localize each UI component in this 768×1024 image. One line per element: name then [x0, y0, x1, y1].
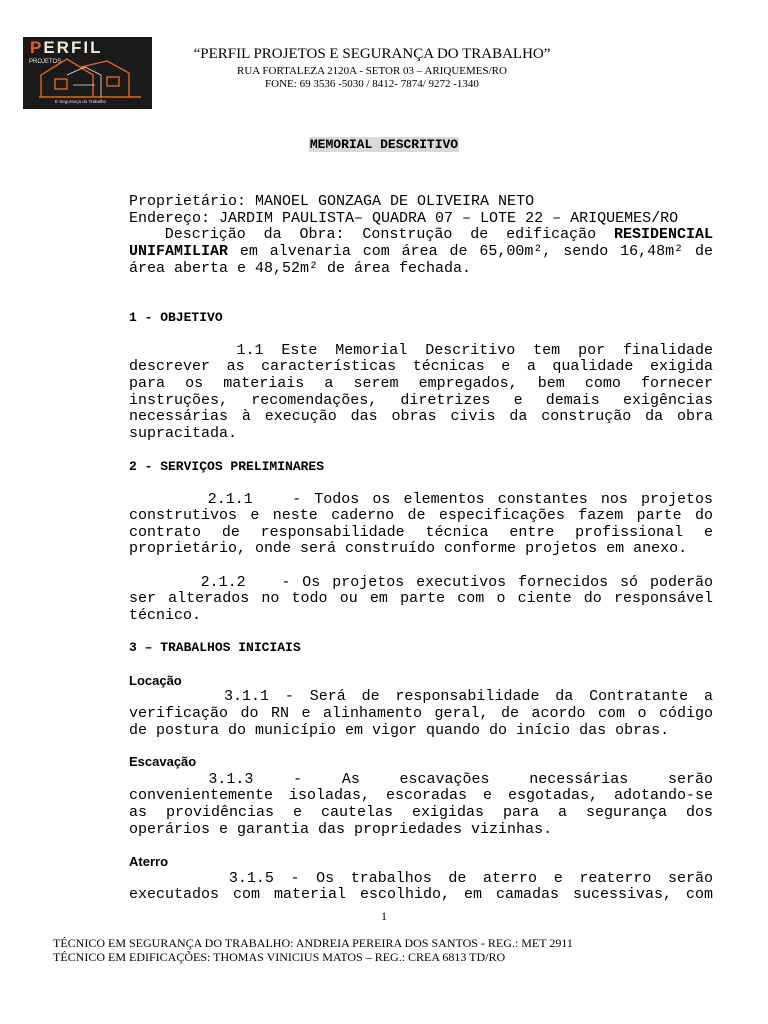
document-title: MEMORIAL DESCRITIVO: [309, 137, 459, 152]
footer-line-2: TÉCNICO EM EDIFICAÇÕES: THOMAS VINICIUS MATOS – REG.: CREA 6813 TD/RO: [53, 950, 506, 964]
paragraph-line: descrever as características técnicas e a qualidade exigida: [129, 358, 713, 375]
paragraph-line: de postura do município em vigor quando do início das obras.: [129, 722, 670, 739]
paragraph-line: executados com material escolhido, em camadas sucessivas, com: [129, 886, 713, 903]
logo-wordmark: PERFIL: [30, 38, 103, 57]
paragraph-line: instruções, recomendações, diretrizes e demais exigências: [129, 392, 713, 409]
paragraph-line: 3.1.3 - As escavações necessárias serão: [129, 771, 713, 788]
paragraph-line: técnico.: [129, 607, 202, 624]
company-name: “PERFIL PROJETOS E SEGURANÇA DO TRABALHO”: [193, 46, 551, 62]
paragraph-line: as providências e cautelas exigidas para a segurança dos: [129, 804, 713, 821]
paragraph-line: 3.1.5 - Os trabalhos de aterro e reaterro serão: [129, 870, 713, 887]
footer-line-1: TÉCNICO EM SEGURANÇA DO TRABALHO: ANDREIA PEREIRA DOS SANTOS - REG.: MET 2911: [53, 936, 573, 950]
paragraph-line: convenientemente isoladas, escoradas e esgotadas, adotando-se: [129, 787, 713, 804]
owner-line: Proprietário: MANOEL GONZAGA DE OLIVEIRA NETO: [129, 193, 535, 210]
company-logo: [23, 37, 152, 109]
paragraph-line: 2.1.1 - Todos os elementos constantes nos projetos: [129, 491, 713, 508]
company-phone: FONE: 69 3536 -5030 / 8412- 7874/ 9272 -1340: [265, 78, 479, 90]
logo-tagline: E Segurança do Trabalho: [55, 99, 107, 104]
paragraph-line: ser alterados no todo ou em parte com o ciente do responsável: [129, 590, 713, 607]
description-line-1: Descrição da Obra: Construção de edificação RESIDENCIAL: [129, 226, 713, 243]
paragraph-line: construtivos e neste caderno de especificações fazem parte do: [129, 507, 713, 524]
logo-side-text: PROJETOS: [29, 59, 62, 65]
paragraph-line: 1.1 Este Memorial Descritivo tem por finalidade: [129, 342, 713, 359]
paragraph-line: 3.1.1 - Será de responsabilidade da Contratante a: [129, 688, 713, 705]
paragraph-line: operários e garantia das propriedades vizinhas.: [129, 821, 553, 838]
section-heading-servicos: 2 - SERVIÇOS PRELIMINARES: [129, 459, 325, 474]
paragraph-line: proprietário, onde será construído conforme projetos em anexo.: [129, 540, 688, 557]
company-address: RUA FORTALEZA 2120A - SETOR 03 – ARIQUEMES/RO: [237, 65, 507, 77]
subheading-escavacao: Escavação: [129, 754, 197, 769]
paragraph-line: supracitada.: [129, 425, 238, 442]
section-heading-objetivo: 1 - OBJETIVO: [129, 310, 223, 325]
paragraph-line: verificação do RN e alinhamento geral, de acordo com o código: [129, 705, 713, 722]
subheading-locacao: Locação: [129, 673, 182, 688]
paragraph-line: necessárias à execução das obras civis da construção da obra: [129, 408, 713, 425]
house-outline-icon: [37, 55, 149, 99]
section-heading-trabalhos: 3 – TRABALHOS INICIAIS: [129, 640, 301, 655]
paragraph-line: contrato de responsabilidade técnica entre profissional e: [129, 524, 713, 541]
subheading-aterro: Aterro: [129, 854, 169, 869]
description-line-3: área aberta e 48,52m² de área fechada.: [129, 260, 472, 277]
page-number: 1: [381, 909, 387, 923]
paragraph-line: 2.1.2 - Os projetos executivos fornecidos só poderão: [129, 574, 713, 591]
address-line: Endereço: JARDIM PAULISTA– QUADRA 07 – LOTE 22 – ARIQUEMES/RO: [129, 210, 679, 227]
paragraph-line: para os materiais a serem empregados, bem como fornecer: [129, 375, 713, 392]
description-line-2: UNIFAMILIAR em alvenaria com área de 65,00m², sendo 16,48m² de: [129, 243, 713, 260]
